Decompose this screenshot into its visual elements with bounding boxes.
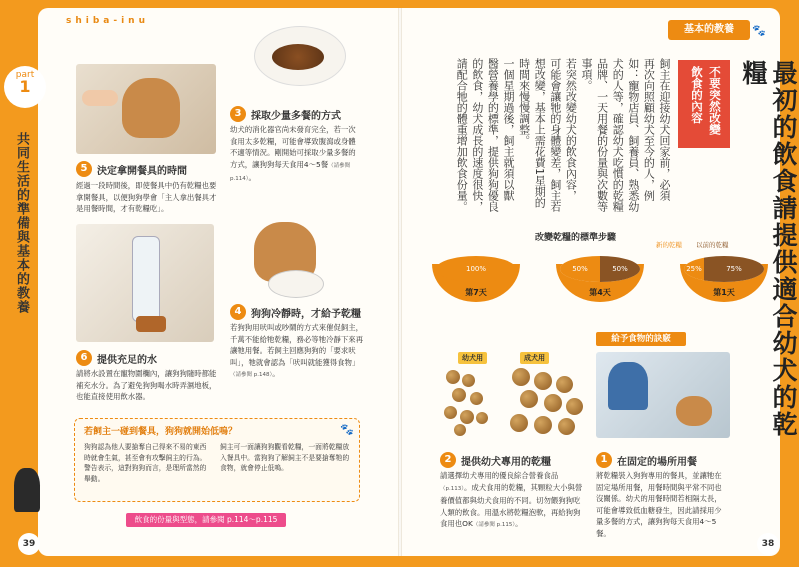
step-2-ref-2: （請參閱 p.115） [472, 522, 516, 528]
intro-column: 再次向照顧幼犬至今的人，例 [642, 58, 656, 201]
intro-column: 事項。 [580, 58, 593, 91]
book-spine [398, 8, 402, 556]
intro-column: 時間來慢慢調整。 [517, 58, 531, 146]
kibble-piece [470, 392, 483, 405]
section-tab: 基本的教養 [668, 20, 750, 40]
legend-new: 新的乾糧 [656, 241, 682, 249]
photo-water-dispenser [76, 224, 214, 342]
kibble-piece [556, 376, 573, 393]
day-label: 第4天 [589, 288, 611, 297]
bottle-image [132, 236, 160, 322]
kibble-in-bowl-image [272, 44, 324, 70]
intro-column: 醫營養學的標準，提供狗狗優良 [486, 58, 500, 212]
subhead-line-2: 飲食的內容 [690, 66, 704, 124]
tag-adult-kibble: 成犬用 [520, 352, 549, 364]
kibble-piece [534, 372, 552, 390]
day-label: 第1天 [713, 288, 735, 297]
page-number-right: 38 [757, 533, 779, 555]
puppy-in-pen-image [676, 396, 712, 426]
part-badge [4, 66, 46, 108]
bowl-image-2 [268, 270, 324, 298]
ration-mix [684, 256, 764, 282]
intro-column: 請配合牠的體重增加飲食份量。 [455, 58, 469, 212]
step-4-ref: （請參閱 p.148） [230, 372, 273, 378]
tip-left-text-2: 警告表示，這對狗狗而言，是理所當然的舉動。 [84, 464, 207, 483]
kibble-piece [534, 416, 552, 434]
headline: 最初的飲食請提供適合幼犬的乾糧 [739, 60, 798, 438]
intro-column: 如：寵物店員、飼養員、熟悉幼 [626, 58, 640, 212]
kibble-piece [558, 418, 575, 435]
reference-bar: 飲食的份量與型態，請參閱 p.114～p.115 [126, 513, 286, 527]
step-2-end: 。 [515, 519, 523, 528]
bar-new-food: 25% [684, 256, 704, 282]
step-4-end: 。 [272, 369, 280, 378]
hand-image [82, 90, 118, 106]
step-5-number: 5 [76, 161, 92, 177]
ration-mix [436, 256, 516, 282]
step-6-number: 6 [76, 350, 92, 366]
ration-mix [560, 256, 640, 282]
brand-label: shiba-inu [66, 16, 149, 26]
step-1-number: 1 [596, 452, 612, 468]
dog-silhouette-icon [14, 468, 40, 512]
bar-old-food: 50% [600, 256, 640, 282]
step-2-ref-1: （p.113） [440, 485, 464, 492]
step-2-body: 請選擇幼犬專用的優良綜合營養食品 [440, 471, 559, 480]
bar-new-food: 100% [436, 256, 516, 282]
photo-dog-bowl-hand [76, 64, 216, 154]
kibble-piece [460, 410, 474, 424]
intro-column: 若突然改變幼犬的飲食內容， [564, 58, 578, 201]
intro-column: 飼主在迎接幼犬回家前，必須 [658, 58, 671, 201]
tip-right-text: 飼主可一面讓狗狗觀看乾糧，一面將乾糧放入餐具中。當狗狗了解飼主不是要搶奪牠的食物，就會停止低嗚。 [220, 443, 350, 472]
step-3-ref: （請參閱 p.114） [230, 162, 351, 182]
kibble-piece [566, 398, 583, 415]
tip-title: 若飼主一碰到餐具，狗狗就開始低嗚？ [84, 427, 238, 437]
intro-column: 品牌、一天用餐的份量與次數等 [595, 58, 609, 212]
intro-column: 的飲食，幼犬成長的速度很快， [470, 58, 484, 212]
bottle-holder-image [136, 316, 166, 332]
intro-column: 可能會讓牠的身體變差，飼主若 [548, 58, 562, 212]
kibble-piece [454, 424, 466, 436]
kibble-piece [510, 414, 528, 432]
intro-column: 想改變，基本上需花費1星期的 [533, 58, 547, 208]
subhead-box [678, 60, 730, 148]
feed-section-title: 給予食物的訣竅 [596, 332, 686, 346]
kibble-piece [476, 412, 488, 424]
kibble-piece [544, 394, 562, 412]
step-4-body: 若狗狗用吠叫或吵鬧的方式來催促飼主，千萬不能給牠乾糧，務必等牠冷靜下來再讓牠用餐。若飼主回應狗狗的「要求吠叫」，牠就會認為「吠叫就能獲得食物」 [230, 323, 364, 367]
kibble-piece [446, 370, 460, 384]
kibble-piece [520, 390, 538, 408]
photo-food-bowl [252, 20, 346, 90]
photo-owner-feeding [596, 352, 730, 438]
intro-column: 犬的人等，確認幼犬吃慣的乾糧 [611, 58, 625, 212]
step-1-title: 在固定的場所用餐 [617, 457, 697, 468]
legend-old: 以前的乾糧 [696, 241, 729, 249]
intro-column: 一個星期過後，飼主就須以獸 [502, 58, 515, 201]
step-3-body: 幼犬的消化器官尚未發育完全，若一次食用太多乾糧，可能會導致腹瀉或身體不適等情況。剛開始可採取少量多餐的方式，讓狗狗每天食用4～5餐 [230, 125, 356, 169]
tag-puppy-kibble: 幼犬用 [458, 352, 487, 364]
day-label: 第7天 [465, 288, 487, 297]
step-4-title: 狗狗冷靜時，才給予乾糧 [251, 309, 361, 320]
paw-icon-tip: 🐾 [340, 423, 354, 436]
page-number-left: 39 [18, 533, 40, 555]
subhead-line-1: 不要突然改變 [708, 66, 722, 135]
step-3-end: 。 [248, 173, 256, 182]
step-6-title: 提供充足的水 [97, 355, 157, 366]
step-4-number: 4 [230, 304, 246, 320]
tip-left-text: 狗狗認為他人要搶奪自己得來不易的東西時就會生氣，甚至會有攻擊飼主的行為。 [84, 443, 207, 462]
step-3-number: 3 [230, 106, 246, 122]
bar-old-food: 75% [704, 256, 764, 282]
step-5-title: 決定拿開餐具的時間 [97, 166, 187, 177]
paw-icon: 🐾 [752, 24, 766, 37]
step-6-body: 請將水設置在寵物圍欄內，讓狗狗隨時都能補充水分。為了避免狗狗喝水時弄濕地板，也能直接使用飲水器。 [76, 369, 217, 401]
bar-new-food: 50% [560, 256, 600, 282]
step-5-body: 經過一段時間後，即使餐具中仍有乾糧也要拿開餐具，以便狗狗學會「主人拿出餐具才是用餐時間，才有乾糧吃」。 [76, 181, 217, 213]
intro-text [450, 58, 672, 216]
step-1-body: 將乾糧裝入狗狗專用的餐具，並讓牠在固定場所用餐，用餐時間與平常不同也沒關係。幼犬的用餐時間若相隔太長，可能會導致低血糖發生，因此請採用少量多餐的方式，讓狗狗每天食用4～5餐。 [596, 471, 722, 538]
part-number: 1 [19, 77, 31, 96]
kibble-piece [512, 368, 530, 386]
kibble-photo [440, 366, 590, 440]
chapter-title: 共同生活的準備與基本的教養 [14, 132, 29, 314]
chart-title: 改變乾糧的標準步驟 [535, 233, 617, 243]
step-2-number: 2 [440, 452, 456, 468]
photo-dog-eating [232, 222, 338, 300]
step-3-title: 採取少量多餐的方式 [251, 111, 341, 122]
part-label: part [15, 70, 35, 80]
step-2-title: 提供幼犬專用的乾糧 [461, 457, 551, 468]
kibble-piece [452, 388, 466, 402]
step-2-body-2: 。成犬食用的乾糧，其顆粒大小與營養價值都與幼犬食用的不同。切勿餵狗狗吃人類的飲食。用溫水將乾糧泡軟，再給狗狗食用也OK [440, 482, 583, 528]
ration-chart [430, 250, 770, 320]
kibble-piece [444, 406, 457, 419]
dog-image [122, 78, 180, 138]
owner-image [608, 362, 648, 410]
kibble-piece [462, 374, 475, 387]
